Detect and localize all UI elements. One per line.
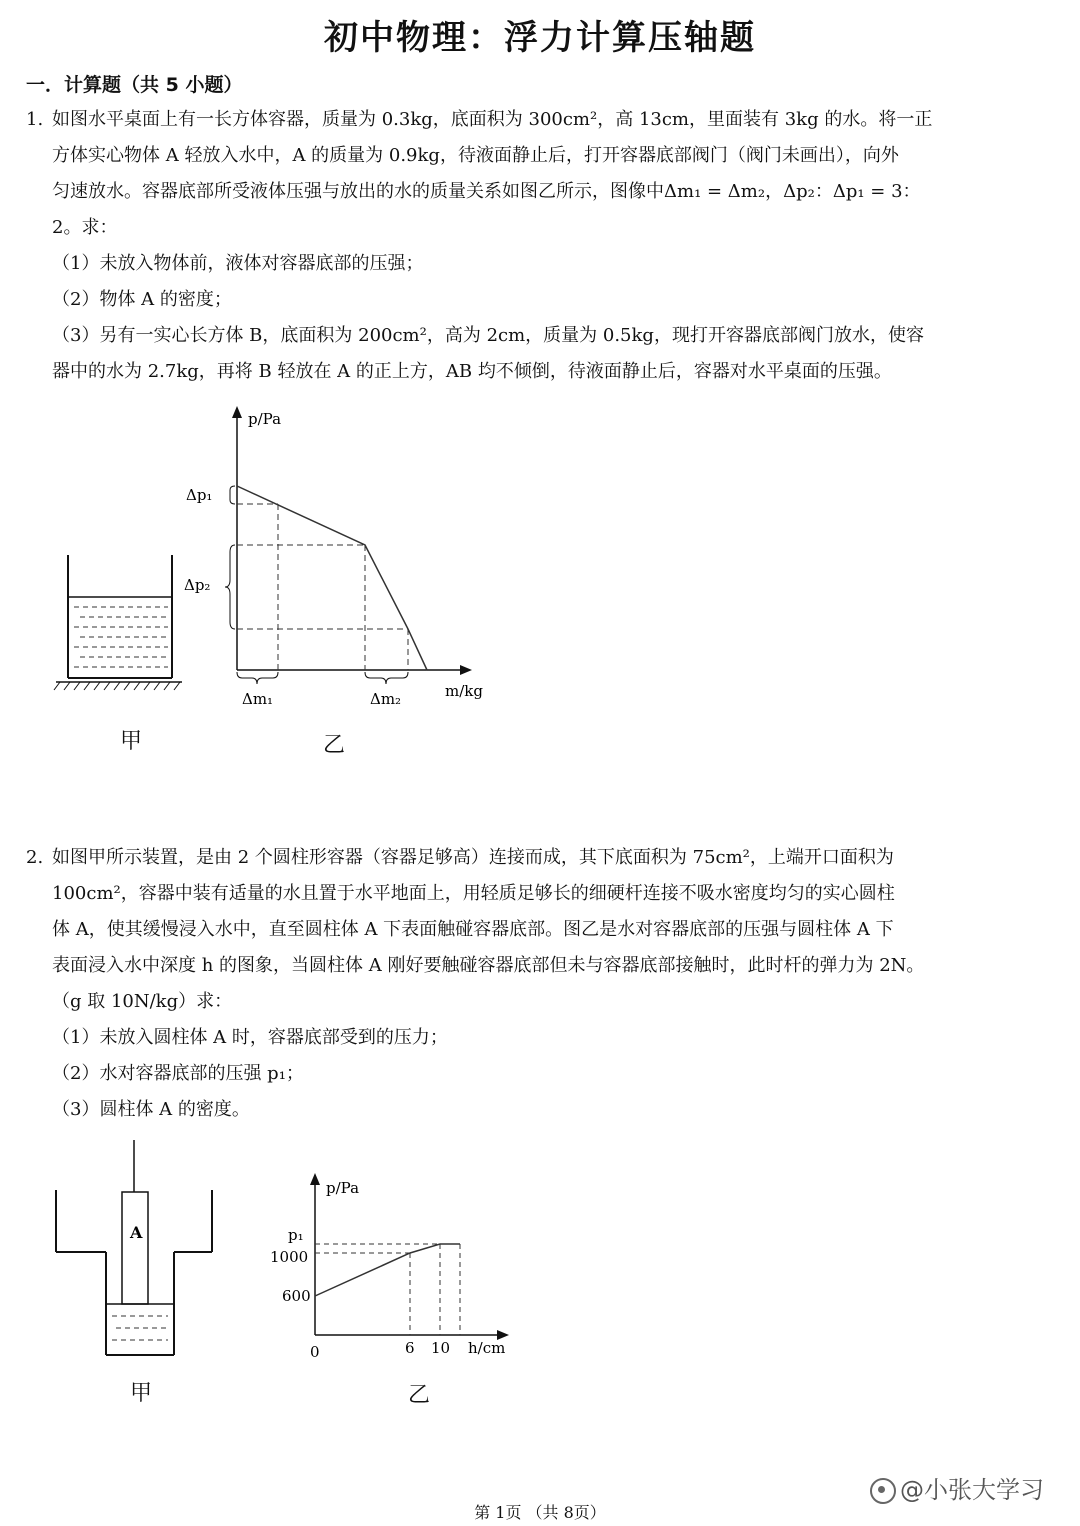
q1-dp2-label: Δp₂ xyxy=(184,576,211,594)
question-1 xyxy=(26,102,1036,390)
q1-figure-yi xyxy=(180,400,500,720)
q2-sub-1: （1）未放入圆柱体 A 时，容器底部受到的压力； xyxy=(52,1027,448,1048)
q1-line-3: 匀速放水。容器底部所受液体压强与放出的水的质量关系如图乙所示，图像中Δm₁ = Δm₂，Δp₂：Δp₁ = 3： xyxy=(52,181,921,202)
q1-line-1: 如图水平桌面上有一长方体容器，质量为 0.3kg，底面积为 300cm²，高 13cm，里面装有 3kg 的水。将一正 xyxy=(52,109,933,130)
q2-line-4: 表面浸入水中深度 h 的图象，当圆柱体 A 刚好要触碰容器底部但未与容器底部接触时，此时杆的弹力为 2N。 xyxy=(52,955,925,976)
q2-cylinder-a xyxy=(122,1192,148,1304)
question-2 xyxy=(26,840,1036,1128)
section-heading: 一．计算题（共 5 小题） xyxy=(26,74,243,96)
q2-line-1: 如图甲所示装置，是由 2 个圆柱形容器（容器足够高）连接而成，其下底面积为 75cm²，上端开口面积为 xyxy=(52,847,894,868)
q2-tick-6: 6 xyxy=(405,1339,415,1357)
q1-sub-2: （2）物体 A 的密度； xyxy=(52,289,232,310)
page-footer: 第 1页 （共 8页） xyxy=(474,1503,606,1522)
q2-number: 2. xyxy=(26,847,44,868)
q1-figure-jia xyxy=(50,545,190,695)
q2-tick-1000: 1000 xyxy=(270,1248,309,1266)
q1-dm2-label: Δm₂ xyxy=(370,690,402,708)
q1-caption-jia: 甲 xyxy=(120,729,143,754)
q2-tick-600: 600 xyxy=(282,1287,311,1305)
q1-sub-3b: 器中的水为 2.7kg，再将 B 轻放在 A 的正上方，AB 均不倾倒，待液面静止后，容器对水平桌面的压强。 xyxy=(52,361,892,382)
page-title: 初中物理：浮力计算压轴题 xyxy=(324,18,756,58)
q2-sub-2: （2）水对容器底部的压强 p₁； xyxy=(52,1063,304,1084)
q2-figure-yi xyxy=(262,1165,522,1365)
q2-figure-jia xyxy=(50,1140,230,1360)
q1-line-2: 方体实心物体 A 轻放入水中，A 的质量为 0.9kg，待液面静止后，打开容器底部阀门（阀门未画出），向外 xyxy=(52,145,899,166)
watermark-text: @小张大学习 xyxy=(900,1476,1044,1504)
q2-sub-3: （3）圆柱体 A 的密度。 xyxy=(52,1099,250,1120)
q2-x-axis-label: h/cm xyxy=(468,1339,506,1357)
q1-x-axis-label: m/kg xyxy=(445,682,483,700)
q1-line-4: 2。求： xyxy=(52,217,118,238)
q1-dp1-label: Δp₁ xyxy=(186,486,213,504)
q2-tick-0: 0 xyxy=(310,1343,320,1361)
q2-tick-10: 10 xyxy=(431,1339,451,1357)
q1-graph-line xyxy=(237,486,427,670)
q2-line-3: 体 A，使其缓慢浸入水中，直至圆柱体 A 下表面触碰容器底部。图乙是水对容器底部的压强与圆柱体 A 下 xyxy=(52,919,894,940)
q2-y-axis-label: p/Pa xyxy=(326,1179,360,1197)
q1-dm1-label: Δm₁ xyxy=(242,690,274,708)
q1-number: 1. xyxy=(26,109,44,130)
q2-line-5: （g 取 10N/kg）求： xyxy=(52,991,233,1012)
q2-caption-jia: 甲 xyxy=(130,1381,153,1406)
q2-graph-line xyxy=(315,1244,460,1296)
q2-p1-label: p₁ xyxy=(288,1226,304,1244)
q2-cylinder-a-label: A xyxy=(130,1223,143,1242)
q1-sub-1: （1）未放入物体前，液体对容器底部的压强； xyxy=(52,253,424,274)
q1-sub-3a: （3）另有一实心长方体 B，底面积为 200cm²，高为 2cm，质量为 0.5kg，现打开容器底部阀门放水，使容 xyxy=(52,325,924,346)
q2-line-2: 100cm²，容器中装有适量的水且置于水平地面上，用轻质足够长的细硬杆连接不吸水密度均匀的实心圆柱 xyxy=(52,883,895,904)
q1-caption-yi: 乙 xyxy=(323,733,346,758)
q1-y-axis-label: p/Pa xyxy=(248,410,282,428)
q2-caption-yi: 乙 xyxy=(408,1383,431,1408)
